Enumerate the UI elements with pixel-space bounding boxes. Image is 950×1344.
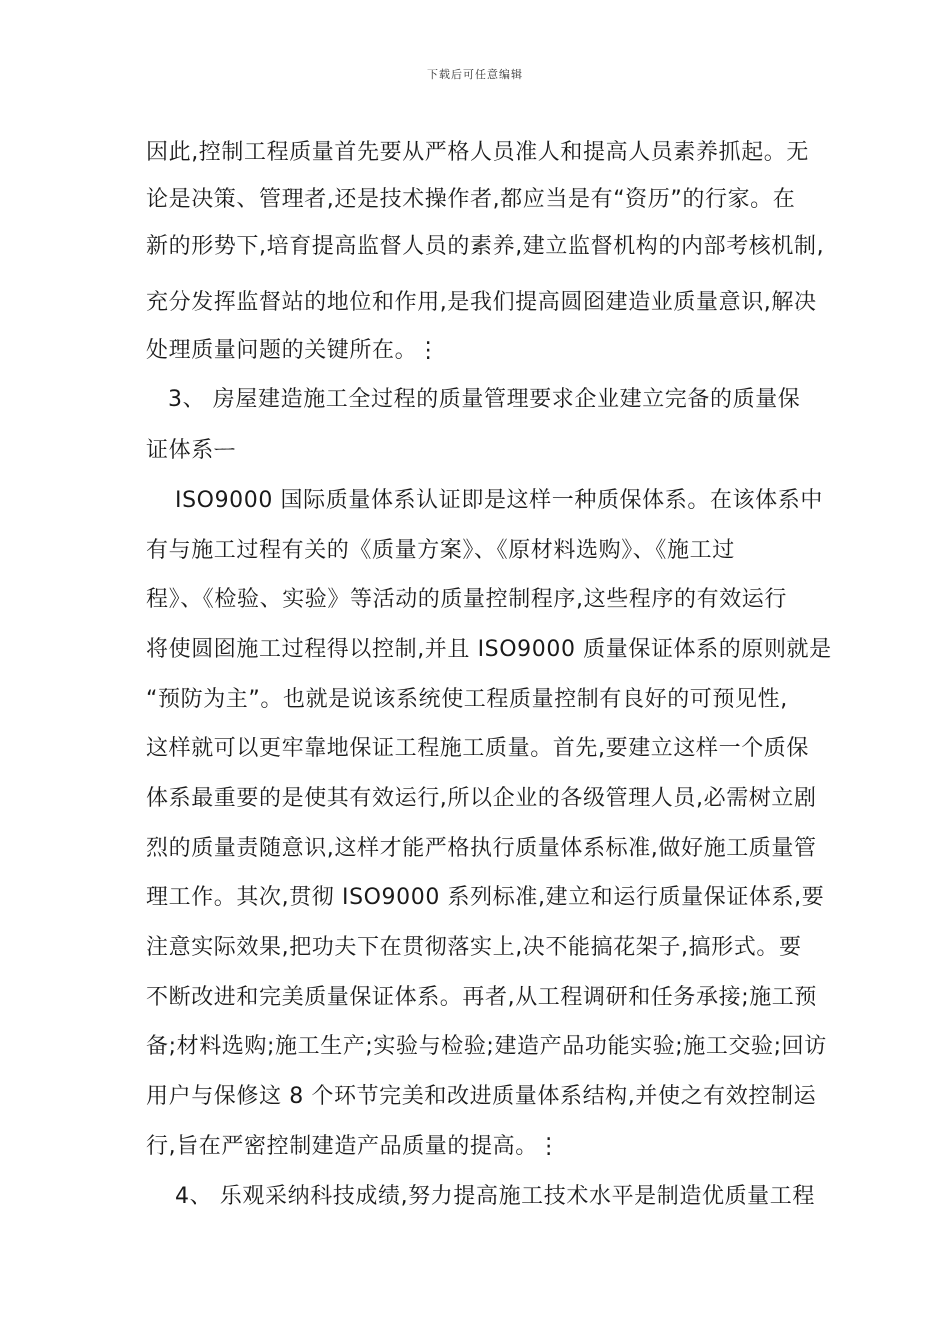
paragraph-line: 将使圆囵施工过程得以控制,并且 ISO9000 质量保证体系的原则就是: [146, 637, 832, 662]
page-header: 下载后可任意编辑: [427, 68, 523, 81]
section-heading-4: 4、 乐观采纳科技成绩,努力提高施工技术水平是制造优质量工程: [175, 1184, 815, 1209]
paragraph-line: 证体系ᅳ: [146, 438, 236, 463]
paragraph-line: “预防为主”。也就是说该系统使工程质量控制有良好的可预见性,: [146, 687, 788, 712]
paragraph-line: 行,旨在严密控制建造产品质量的提高。⋮: [146, 1134, 561, 1159]
paragraph-line: 不断改进和完美质量保证体系。再者,从工程调研和任务承接;施工预: [146, 985, 818, 1010]
paragraph-line: 论是决策、管理者,还是技术操作者,都应当是有“资历”的行家。在: [146, 187, 796, 212]
paragraph-line: 体系最重要的是使其有效运行,所以企业的各级管理人员,必需树立剧: [146, 786, 817, 811]
section-heading-3: 3、 房屋建造施工全过程的质量管理要求企业建立完备的质量保: [168, 387, 801, 412]
paragraph-line: 理工作。其次,贯彻 ISO9000 系列标准,建立和运行质量保证体系,要: [146, 885, 825, 910]
paragraph-line: 充分发挥监督站的地位和作用,是我们提高圆囵建造业质量意识,解决: [146, 290, 817, 315]
paragraph-line: 处理质量问题的关键所在。⋮: [146, 338, 440, 363]
paragraph-line: 注意实际效果,把功夫下在贯彻落实上,决不能搞花架子,搞形式。要: [146, 935, 802, 960]
paragraph-line: ISO9000 国际质量体系认证即是这样一种质保体系。在该体系中: [175, 488, 823, 513]
paragraph-line: 程》、《检验、实验》等活动的质量控制程序,这些程序的有效运行: [146, 587, 787, 612]
paragraph-line: 有与施工过程有关的《质量方案》、《原材料选购》、《施工过: [146, 538, 735, 563]
paragraph-line: 因此,控制工程质量首先要从严格人员准人和提高人员素养抓起。无: [146, 140, 809, 165]
paragraph-line: 这样就可以更牢靠地保证工程施工质量。首先,要建立这样一个质保: [146, 736, 809, 761]
paragraph-line: 备;材料选购;施工生产;实验与检验;建造产品功能实验;施工交验;回访: [146, 1034, 827, 1059]
paragraph-line: 新的形势下,培育提高监督人员的素养,建立监督机构的内部考核机制,: [146, 234, 825, 259]
paragraph-line: 烈的质量责随意识,这样才能严格执行质量体系标准,做好施工质量管: [146, 836, 817, 861]
paragraph-line: 用户与保修这 8 个环节完美和改进质量体系结构,并使之有效控制运: [146, 1084, 817, 1109]
